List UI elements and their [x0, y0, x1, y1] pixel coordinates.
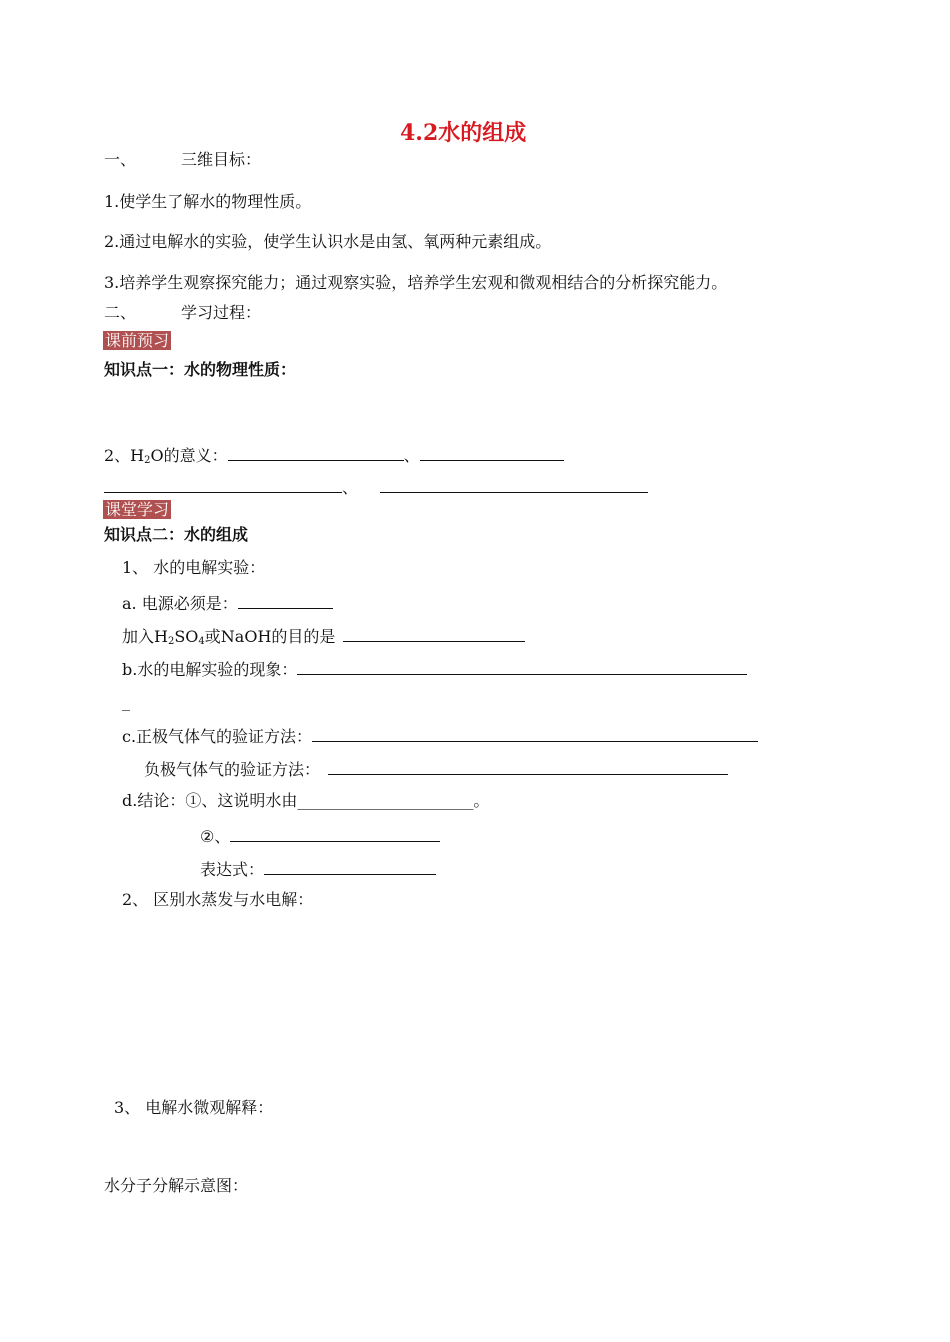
item-a-label: a. 电源必须是：	[122, 594, 238, 613]
class-study-tag: 课堂学习	[105, 500, 170, 519]
item-c-label: c.正极气体气的验证方法：	[122, 727, 313, 746]
negative-gas-row	[144, 758, 728, 780]
section-2-number: 二、	[104, 303, 137, 322]
additive-text-3: 或NaOH的目的是	[204, 627, 336, 646]
item-d-label: d.结论：①、这说明水由	[122, 791, 298, 810]
expression-row	[200, 858, 436, 880]
expression-blank[interactable]	[264, 858, 436, 875]
h2o-meaning-blank-4[interactable]	[380, 476, 648, 493]
conclusion-blank-2[interactable]	[230, 825, 440, 842]
item-a-row	[122, 592, 333, 614]
negative-gas-label: 负极气体气的验证方法：	[144, 760, 321, 779]
h2o-subscript: 2	[144, 455, 151, 466]
item-d2-row	[200, 825, 440, 847]
additive-text-1: 加入H	[122, 627, 168, 646]
knowledge-point-2: 知识点二：水的组成	[104, 525, 249, 544]
goal-2: 2.通过电解水的实验，使学生认识水是由氢、氧两种元素组成。	[104, 232, 552, 251]
h2o-meaning-blank-3[interactable]	[104, 476, 342, 493]
expression-label: 表达式：	[200, 860, 265, 879]
item-b-continuation: _	[122, 692, 130, 711]
item-d2-label: ②、	[200, 827, 231, 846]
additive-purpose-blank[interactable]	[343, 625, 525, 642]
negative-gas-test-blank[interactable]	[328, 758, 728, 775]
section-1-heading: 三维目标：	[181, 150, 262, 169]
power-source-blank[interactable]	[238, 592, 333, 609]
additive-sub-2: 4	[198, 636, 205, 647]
h2o-suffix: O的意义：	[150, 446, 228, 465]
additive-sub-1: 2	[167, 636, 175, 647]
additive-text-2: SO	[174, 627, 199, 646]
h2o-meaning-line	[104, 444, 564, 466]
h2o-separator-2: 、	[342, 478, 359, 497]
item-c-row	[122, 725, 758, 747]
positive-gas-test-blank[interactable]	[312, 725, 758, 742]
additive-row	[122, 625, 525, 647]
goal-1: 1.使学生了解水的物理性质。	[104, 192, 312, 211]
knowledge-point-1: 知识点一：水的物理性质：	[104, 360, 297, 379]
h2o-separator-1: 、	[403, 446, 420, 465]
item-b-row	[122, 658, 747, 680]
item-b-label: b.水的电解实验的现象：	[122, 660, 298, 679]
item-3-heading: 3、 电解水微观解释：	[114, 1098, 274, 1117]
diagram-label: 水分子分解示意图：	[104, 1176, 249, 1195]
conclusion-blank-1[interactable]: ______________________	[297, 791, 474, 810]
item-1-heading: 1、 水的电解实验：	[122, 558, 266, 577]
preview-tag: 课前预习	[105, 331, 170, 350]
item-d-end: 。	[473, 791, 490, 810]
section-2-heading: 学习过程：	[181, 303, 262, 322]
h2o-meaning-blank-1[interactable]	[228, 444, 404, 461]
item-d-row	[122, 791, 489, 811]
h2o-meaning-blank-2[interactable]	[420, 444, 564, 461]
h2o-prefix: 2、H	[104, 446, 145, 465]
item-2-heading: 2、 区别水蒸发与水电解：	[122, 890, 314, 909]
goal-3: 3.培养学生观察探究能力；通过观察实验，培养学生宏观和微观相结合的分析探究能力。	[104, 273, 728, 292]
h2o-meaning-line-2	[104, 476, 648, 498]
phenomenon-blank[interactable]	[297, 658, 747, 675]
page-title: 4.2水的组成	[400, 120, 527, 146]
section-1-number: 一、	[104, 150, 137, 169]
